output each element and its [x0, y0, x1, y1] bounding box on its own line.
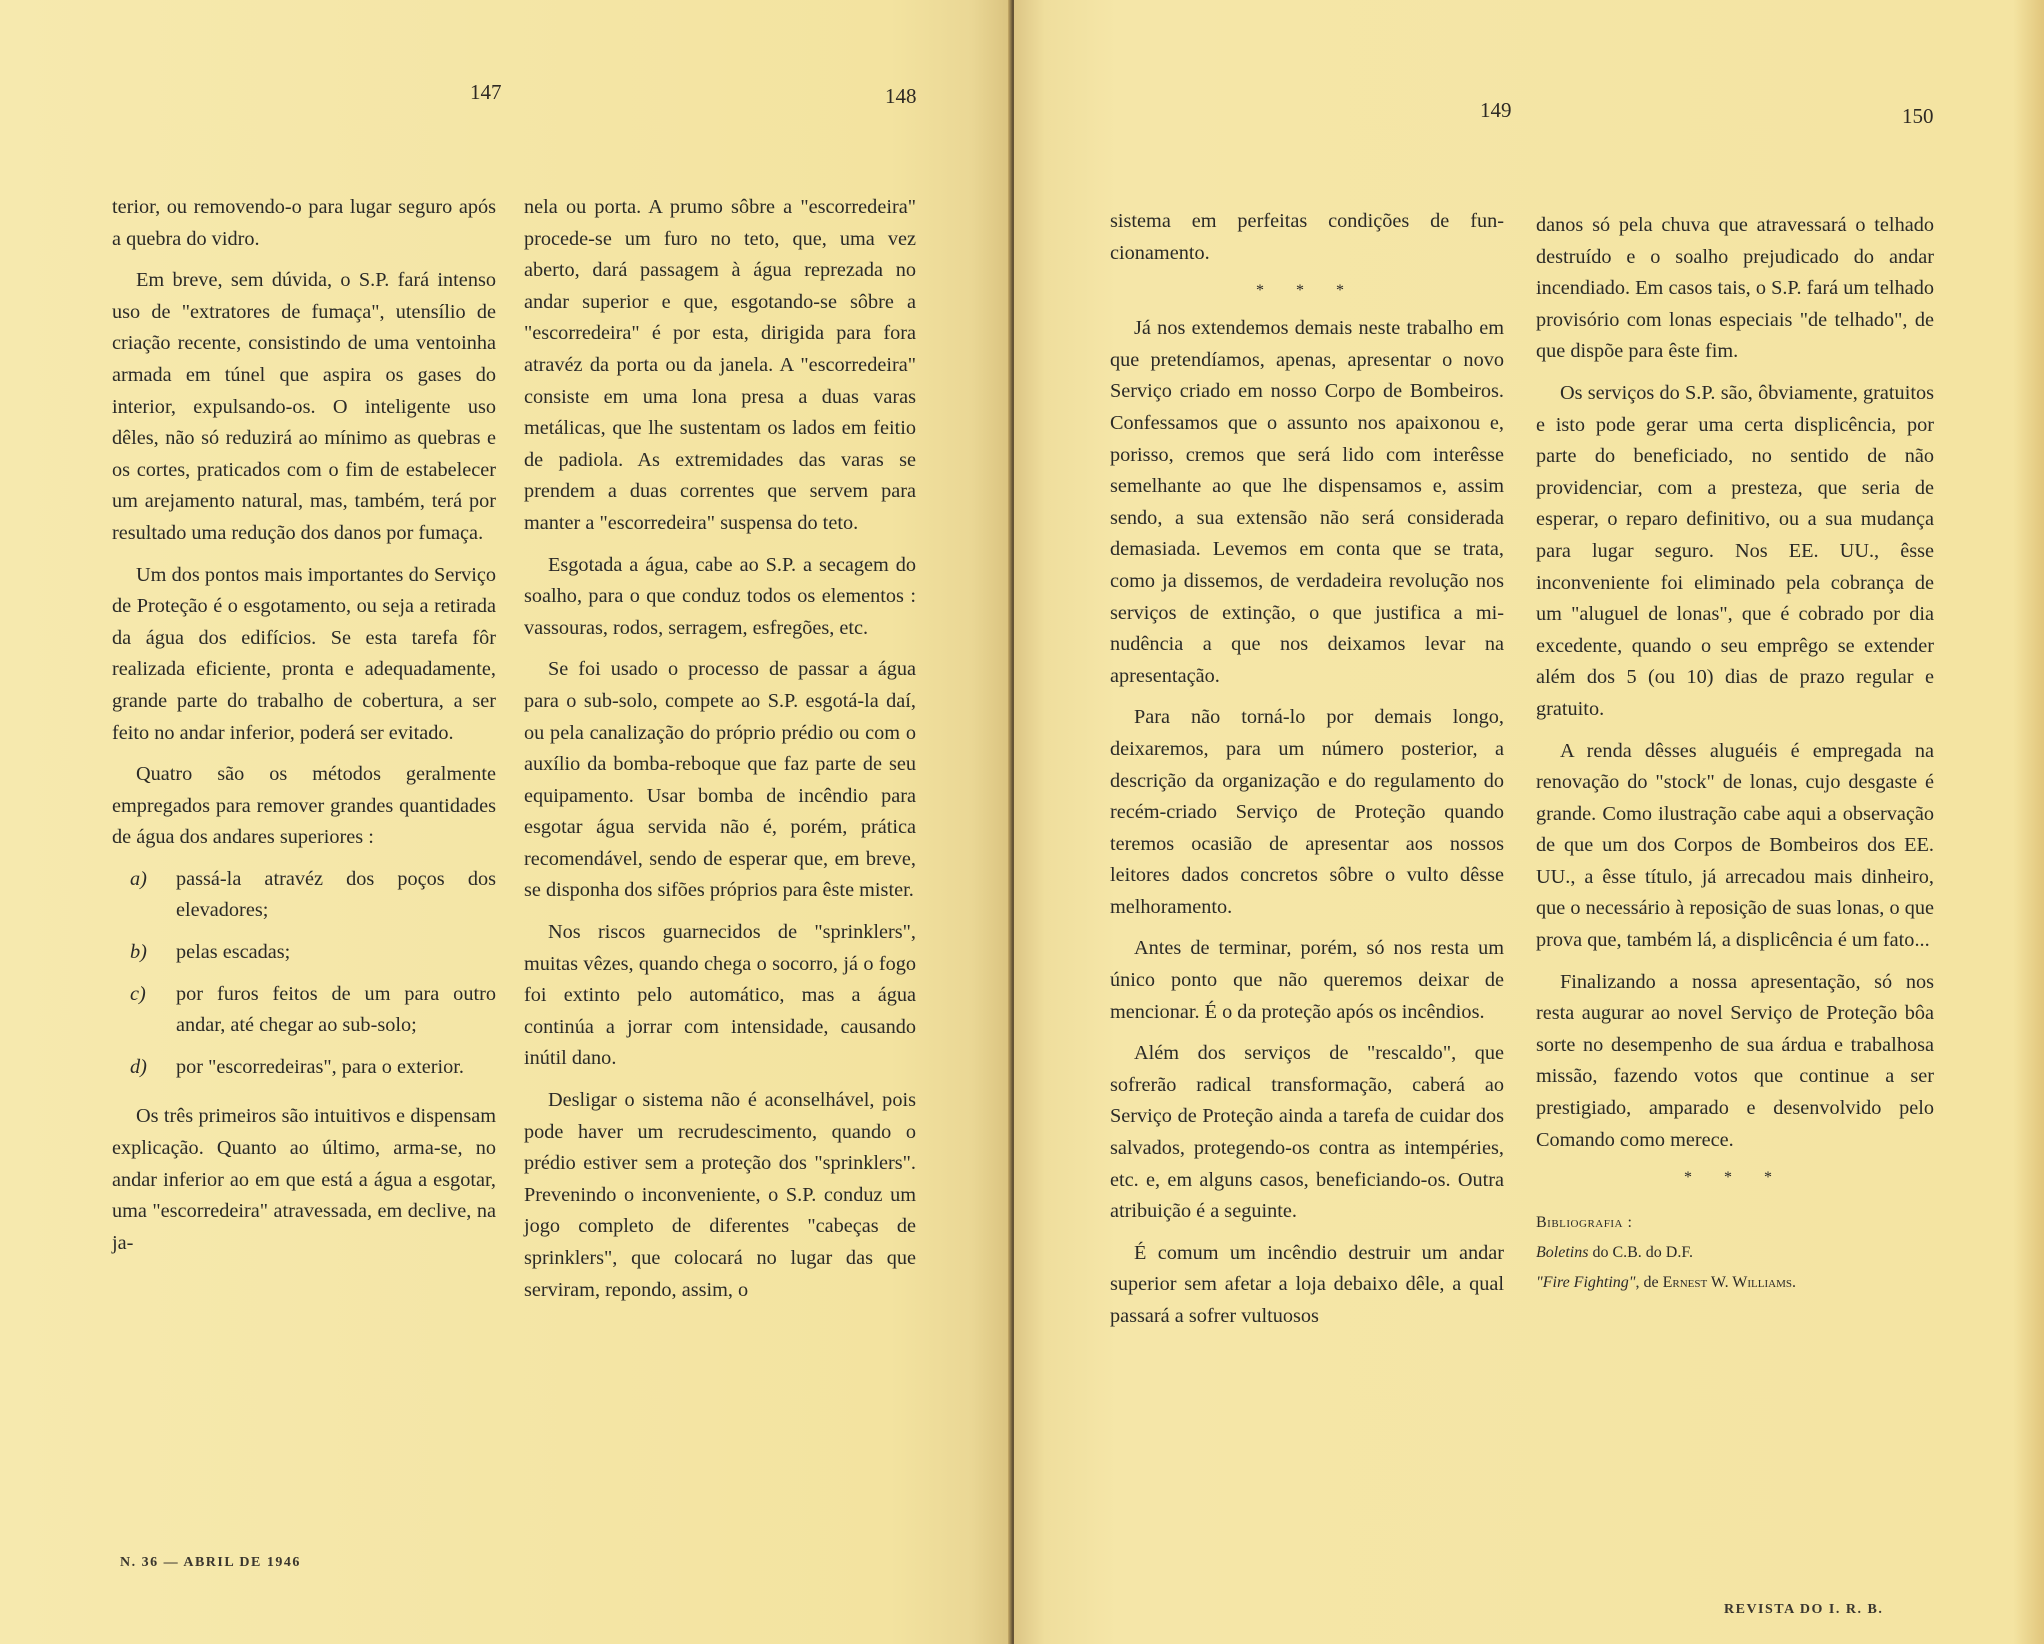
list-letter: d): [130, 1055, 147, 1078]
list-text: passá-la atravéz dos poços dos elevadores;: [176, 867, 496, 922]
paragraph: Em breve, sem dúvida, o S.P. fará intenso uso de "extratores de fumaça", utensílio de criação recente, consistindo de uma ventoinha armada em túnel que aspira os gases do interior, expulsando-os. O inteligente uso dêles, não só reduzirá ao mínimo as quebras e os cortes, praticados com o fim de estabelecer um arejamento natural, mas, também, terá por resultado uma redução dos danos por fumaça.: [112, 269, 496, 544]
paragraph: terior, ou removendo-o para lugar seguro após a quebra do vidro.: [112, 196, 496, 250]
paragraph: Já nos extendemos demais neste trabalho em que pretendíamos, apenas, apresentar o novo Serviço criado em nosso Corpo de Bombeiros. Confessamos que o assunto nos apaixonou e, porisso, cremos que será lido com interêsse semelhante ao que lhe dispensamos e, assim sendo, a sua extensão não será considerada demasiada. Levemos em conta que se trata, como ja dissemos, de verdadeira revolução nos serviços de extinção, o que justifica a minudência a que nos deixamos levar na apresentação.: [1110, 317, 1504, 687]
bibliography-heading: Bibliografia :: [1536, 1214, 1633, 1232]
footer-journal: REVISTA DO I. R. B.: [1724, 1602, 1884, 1617]
paragraph: Os serviços do S.P. são, ôbviamente, gratuitos e isto pode gerar uma certa displicência, por parte do beneficiado, no sentido de não providenciar, com a presteza, que seria de esperar, o reparo definitivo, ou a sua mudança para lugar seguro. Nos EE. UU., êsse inconveniente foi eliminado pela cobrança de um "aluguel de lonas", que é cobrado por dia excedente, quando o seu emprêgo se extender além dos 5 (ou 10) dias de prazo regular e gratuito.: [1536, 381, 1934, 720]
paragraph: Um dos pontos mais importantes do Serviço de Proteção é o esgotamento, ou seja a retirada da água dos edifícios. Se esta tarefa fôr realizada eficiente, pronta e adequadamente, grande parte do trabalho de cobertura, a ser feito no andar inferior, poderá ser evitado.: [112, 563, 496, 744]
section-separator: * * *: [1256, 282, 1358, 300]
footer-issue: N. 36 — ABRIL DE 1946: [120, 1555, 301, 1570]
page-number-148: 148: [885, 84, 917, 108]
bibliography: [1536, 1208, 1934, 1298]
paragraph: Nos riscos guarnecidos de "sprinklers", muitas vêzes, quando chega o socorro, já o fogo foi extinto pelo automático, mas a água continúa a jorrar com intensidade, causando inútil dano.: [524, 921, 916, 1070]
method-list: [112, 864, 496, 1084]
list-text: por "escorredeiras", para o exterior.: [176, 1055, 464, 1078]
list-text: pelas escadas;: [176, 941, 291, 964]
page-number-147: 147: [470, 80, 502, 104]
section-separator: * * *: [1684, 1169, 1786, 1187]
paragraph: sistema em perfeitas condições de funcionamento.: [1110, 210, 1504, 264]
list-letter: b): [130, 941, 147, 964]
bibliography-entry: [1536, 1238, 1934, 1268]
left-page: [0, 0, 1012, 1644]
page-number-149: 149: [1480, 98, 1512, 122]
list-letter: c): [130, 982, 146, 1005]
page-number-150: 150: [1902, 104, 1934, 128]
bibliography-title: Boletins: [1536, 1244, 1589, 1262]
list-item: [112, 864, 496, 927]
list-item: [112, 1052, 496, 1084]
paragraph: Quatro são os métodos geralmente empregados para remover grandes quantidades de água dos andares superiores :: [112, 763, 496, 849]
list-item: [112, 937, 496, 969]
paragraph: Antes de terminar, porém, só nos resta um único ponto que não queremos deixar de mencionar. É o da proteção após os incêndios.: [1110, 937, 1504, 1023]
paragraph: Esgotada a água, cabe ao S.P. a secagem do soalho, para o que conduz todos os elementos : vassouras, rodos, serragem, esfregões, etc.: [524, 553, 916, 639]
bibliography-title: "Fire Fighting": [1536, 1274, 1636, 1292]
column-page-149: [1110, 206, 1504, 1343]
paragraph: danos só pela chuva que atravessará o telhado destruído e o soalho prejudicado do andar incendiado. Em casos tais, o S.P. fará um telhado provisório com lonas especiais "de telhado", de que dispõe para êste fim.: [1536, 214, 1934, 363]
column-page-150: [1536, 210, 1934, 1298]
paragraph: Além dos serviços de "rescaldo", que sofrerão radical transformação, caberá ao Serviço de Proteção ainda a tarefa de cuidar dos salvados, protegendo-os contra as intempéries, etc. e, em alguns casos, beneficiando-os. Outra atribuição é a seguinte.: [1110, 1042, 1504, 1223]
column-page-147: [112, 192, 496, 1269]
paragraph: Finalizando a nossa apresentação, só nos resta augurar ao novel Serviço de Proteção bôa sorte no desempenho de sua árdua e trabalhosa missão, fazendo votos que continue a ser prestigiado, amparado e desenvolvido pelo Comando como merece.: [1536, 970, 1934, 1151]
bibliography-text: do C.B. do D.F.: [1588, 1244, 1693, 1262]
right-page: [1014, 0, 2044, 1644]
list-text: por furos feitos de um para outro andar, até chegar ao sub-solo;: [176, 982, 496, 1037]
paragraph: É comum um incêndio destruir um andar superior sem afetar a loja debaixo dêle, a qual passará a sofrer vultuosos: [1110, 1241, 1504, 1327]
list-letter: a): [130, 867, 147, 890]
paragraph: A renda dêsses aluguéis é empregada na renovação do "stock" de lonas, cujo desgaste é grande. Como ilustração cabe aqui a observação de que um dos Corpos de Bombeiros dos EE. UU., a êsse título, já arrecadou mais dinheiro, que o necessário à reposição de suas lonas, o que prova que, também lá, a displicência é um fato...: [1536, 739, 1934, 952]
bibliography-text: , de: [1635, 1274, 1663, 1292]
paragraph: Os três primeiros são intuitivos e dispensam explicação. Quanto ao último, arma-se, no andar inferior ao em que está a água a esgotar, uma "escorredeira" atravessada, em declive, na ja-: [112, 1105, 496, 1254]
list-item: [112, 979, 496, 1042]
paragraph: Se foi usado o processo de passar a água para o sub-solo, compete ao S.P. esgotá-la daí, ou pela canalização do próprio prédio ou com o auxílio da bomba-reboque que faz parte de seu equipamento. Usar bomba de incêndio para esgotar água servida não é, porém, prática recomendável, sendo de esperar que, em breve, se disponha dos sifões próprios para êste mister.: [524, 658, 916, 902]
paragraph: Para não torná-lo por demais longo, deixaremos, para um número posterior, a descrição da organização e do regulamento do recém-criado Serviço de Proteção quando teremos ocasião de apresentar aos nossos leitores dados concretos sôbre o vulto dêsse melhoramento.: [1110, 706, 1504, 918]
column-page-148: [524, 192, 916, 1316]
bibliography-author: Ernest W. Williams.: [1662, 1274, 1796, 1292]
paragraph: Desligar o sistema não é aconselhável, pois pode haver um recrudescimento, quando o prédio estiver sem a proteção dos "sprinklers". Prevenindo o inconveniente, o S.P. conduz um jogo completo de diferentes "cabeças de sprinklers", que colocará no lugar das que serviram, repondo, assim, o: [524, 1089, 916, 1301]
paragraph: nela ou porta. A prumo sôbre a "escorredeira" procede-se um furo no teto, que, uma vez aberto, dará passagem à água reprezada no andar superior e que, esgotando-se sôbre a "escorredeira" é por esta, dirigida para fora atravéz da porta ou da janela. A "escorredeira" consiste em uma lona presa a duas varas metálicas, que lhe sustentam os lados em feitio de padiola. As extremidades das varas se prendem a duas correntes que servem para manter a "escorredeira" suspensa do teto.: [524, 196, 916, 534]
bibliography-entry: [1536, 1268, 1934, 1298]
